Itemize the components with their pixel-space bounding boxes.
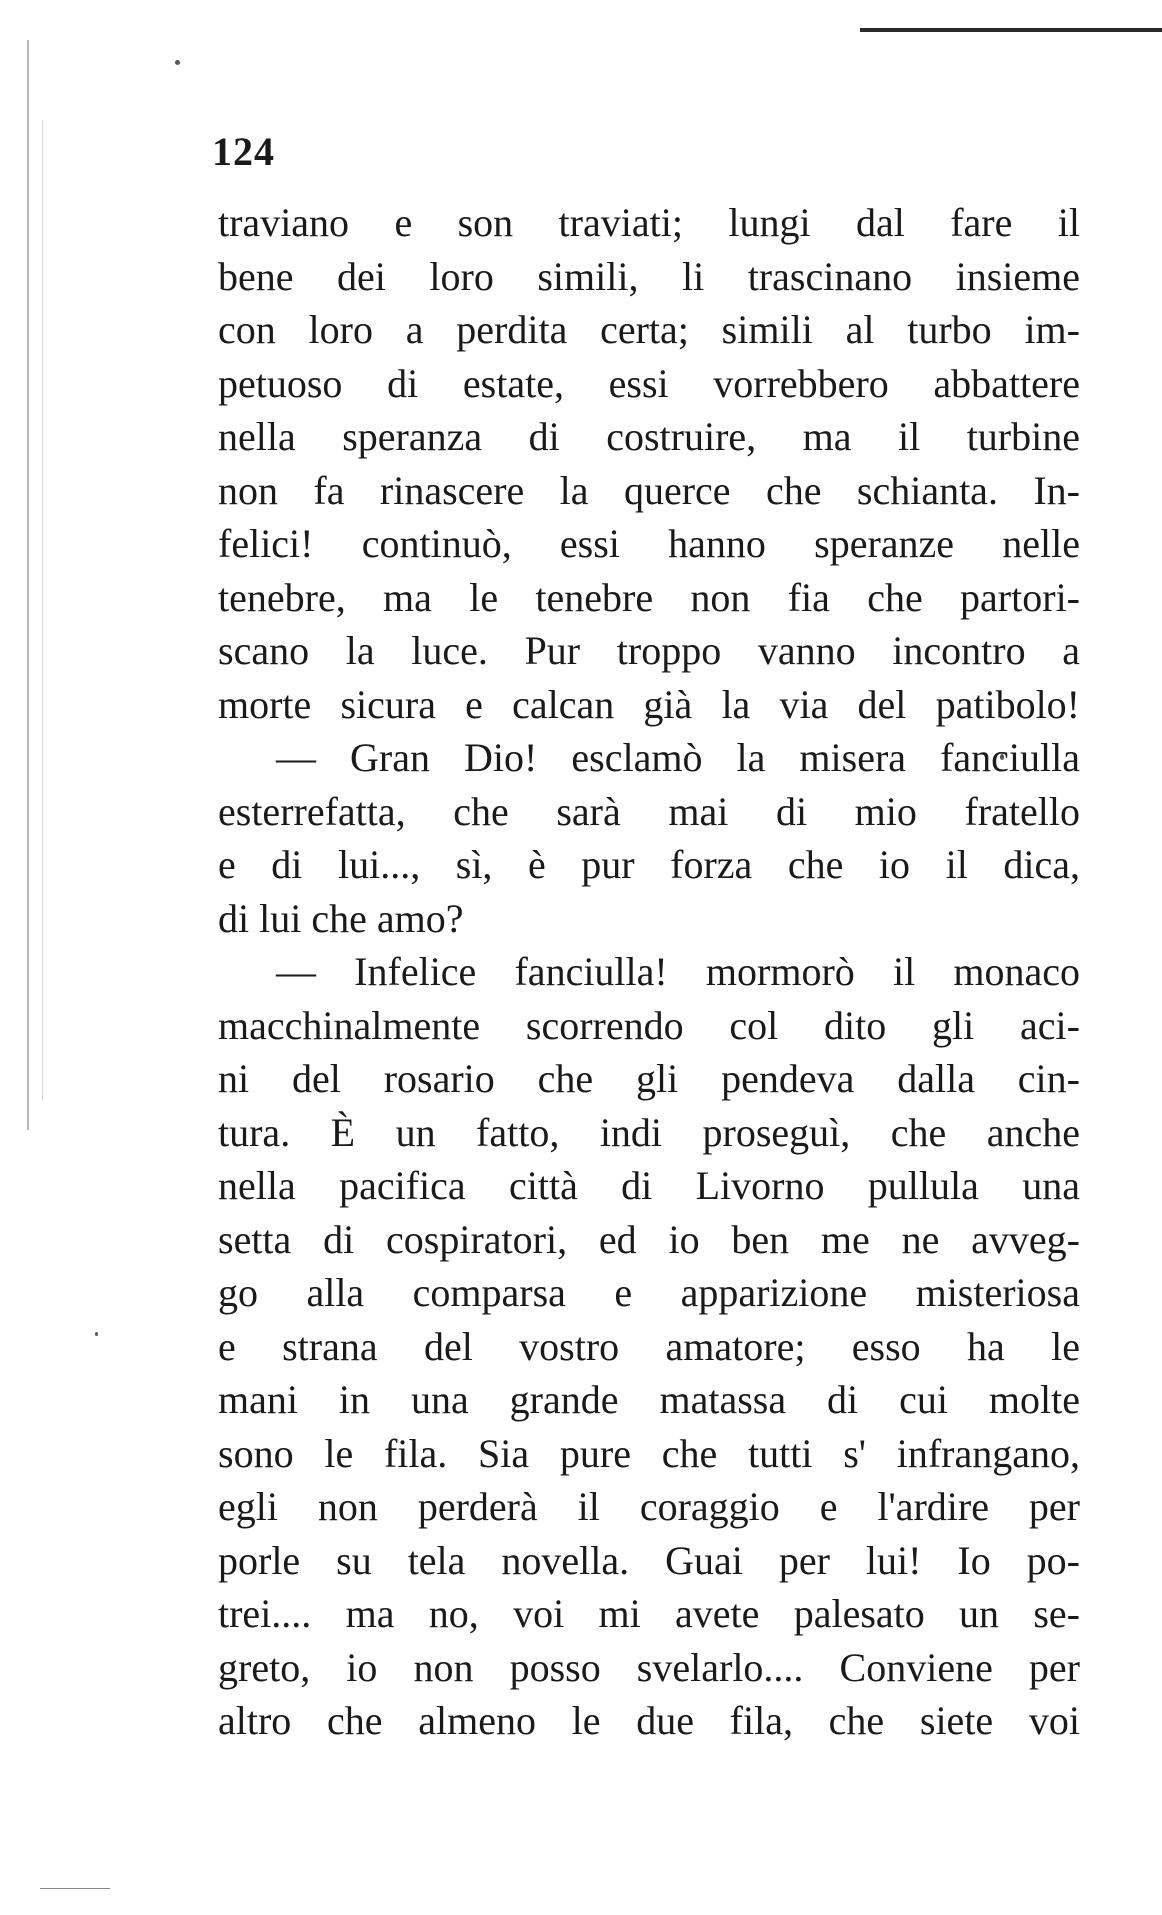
text-line: go alla comparsa e apparizione misteriosa	[218, 1270, 1080, 1315]
print-speck	[175, 60, 180, 65]
text-line: — Gran Dio! esclamò la misera fanciulla	[276, 735, 1080, 780]
body-text	[218, 196, 1080, 1748]
bottom-edge-mark	[40, 1888, 110, 1889]
text-line: egli non perderà il coraggio e l'ardire per	[218, 1484, 1080, 1529]
text-line: esterrefatta, che sarà mai di mio fratello	[218, 788, 1080, 834]
text-line: greto, io non posso svelarlo.... Conviene per	[218, 1644, 1080, 1690]
text-line: nella speranza di costruire, ma il turbine	[218, 414, 1080, 459]
text-line: porle su tela novella. Guai per lui! Io po-	[218, 1537, 1080, 1583]
text-line: mani in una grande matassa di cui molte	[218, 1377, 1080, 1422]
text-line: felici! continuò, essi hanno speranze nelle	[218, 521, 1080, 566]
text-line: sono le fila. Sia pure che tutti s' infrangano,	[218, 1430, 1080, 1476]
text-line: morte sicura e calcan già la via del patibolo!	[218, 681, 1080, 727]
text-line: bene dei loro simili, li trascinano insieme	[218, 253, 1080, 299]
text-line: scano la luce. Pur troppo vanno incontro a	[218, 628, 1080, 673]
text-line: e di lui..., sì, è pur forza che io il dica,	[218, 842, 1080, 887]
text-line: altro che almeno le due fila, che siete voi	[218, 1698, 1080, 1743]
page-edge-shadow-inner	[42, 120, 43, 1100]
page-edge-shadow	[27, 40, 29, 1130]
text-line: ni del rosario che gli pendeva dalla cin-	[218, 1056, 1080, 1101]
print-speck	[95, 1332, 98, 1336]
text-line: traviano e son traviati; lungi dal fare il	[218, 200, 1080, 245]
top-edge-mark	[860, 28, 1162, 32]
text-line: nella pacifica città di Livorno pullula una	[218, 1163, 1080, 1208]
text-line: tura. È un fatto, indi proseguì, che anche	[218, 1109, 1080, 1155]
text-line: petuoso di estate, essi vorrebbero abbattere	[218, 360, 1080, 406]
text-line: di lui che amo?	[218, 895, 464, 941]
text-line: — Infelice fanciulla! mormorò il monaco	[276, 949, 1080, 994]
text-line: non fa rinascere la querce che schianta. In-	[218, 467, 1080, 513]
text-line: macchinalmente scorrendo col dito gli aci-	[218, 1002, 1080, 1048]
text-line: setta di cospiratori, ed io ben me ne avveg-	[218, 1216, 1080, 1262]
text-line: con loro a perdita certa; simili al turbo im-	[218, 307, 1080, 352]
text-line: tenebre, ma le tenebre non fia che partori-	[218, 574, 1080, 620]
text-line: e strana del vostro amatore; esso ha le	[218, 1323, 1080, 1369]
text-line: trei.... ma no, voi mi avete palesato un se-	[218, 1591, 1080, 1636]
page-number: 124	[212, 129, 275, 174]
